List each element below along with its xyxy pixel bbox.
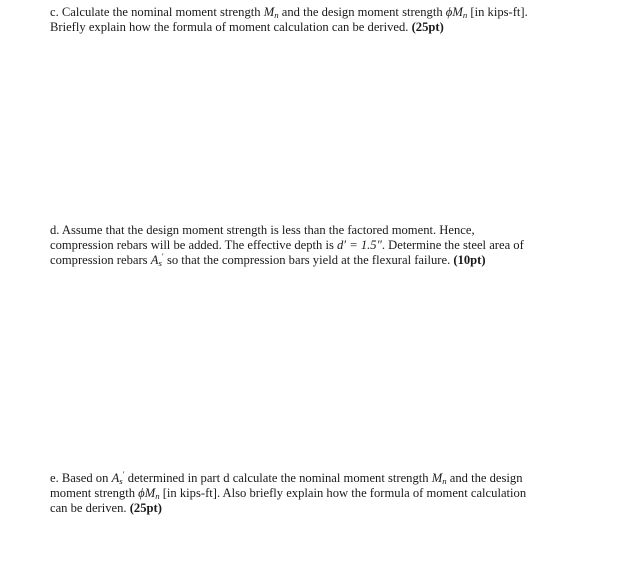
math-d-prime: d′ = 1.5″	[337, 238, 382, 252]
part-c-text-1b: and the design moment strength	[278, 5, 446, 19]
part-d-line-3	[50, 250, 595, 269]
part-d-text-2a: compression rebars will be added. The effective depth is	[50, 238, 337, 252]
part-d-line-1: d. Assume that the design moment strength is less than the factored moment. Hence,	[50, 223, 475, 237]
part-e-line-3	[50, 501, 595, 516]
part-d-text-3b: so that the compression bars yield at the flexural failure.	[163, 253, 454, 267]
part-e-text-2a: moment strength	[50, 486, 139, 500]
part-c-text-1a: c. Calculate the nominal moment strength	[50, 5, 264, 19]
math-Mn: $M_n$	[431, 471, 447, 487]
part-d-points: (10pt)	[453, 253, 486, 267]
part-d-text-2b: . Determine the steel area of	[381, 238, 524, 252]
part-e-text-1b: determined in part d calculate the nominal moment strength	[124, 471, 432, 485]
math-phi-Mn: $\phi M_n$	[445, 5, 468, 21]
part-c-text-2: Briefly explain how the formula of moment calculation can be derived.	[50, 20, 412, 34]
math-Mn: $M_n$	[263, 5, 279, 21]
part-e-text-3: can be deriven.	[50, 501, 130, 515]
part-e-text-1a: e. Based on	[50, 471, 112, 485]
part-e-line-2	[50, 486, 595, 501]
part-c-points: (25pt)	[411, 20, 444, 34]
part-d-text-3a: compression rebars	[50, 253, 151, 267]
question-part-e	[50, 468, 595, 516]
math-As-prime: $A_s'$	[111, 468, 125, 487]
math-phi-Mn: $\phi M_n$	[138, 486, 160, 502]
question-part-c	[50, 5, 595, 35]
part-e-text-2b: [in kips-ft]. Also briefly explain how the formula of moment calculation	[159, 486, 527, 500]
question-part-d	[50, 223, 595, 268]
part-e-text-1c: and the design	[446, 471, 523, 485]
math-As-prime: $A_s'$	[150, 250, 164, 269]
part-c-line-1	[50, 5, 595, 20]
part-c-text-1c: [in kips-ft].	[467, 5, 528, 19]
part-c-line-2	[50, 20, 595, 35]
part-d-line-2	[50, 238, 595, 253]
part-e-line-1	[50, 468, 595, 487]
part-e-points: (25pt)	[129, 501, 162, 515]
